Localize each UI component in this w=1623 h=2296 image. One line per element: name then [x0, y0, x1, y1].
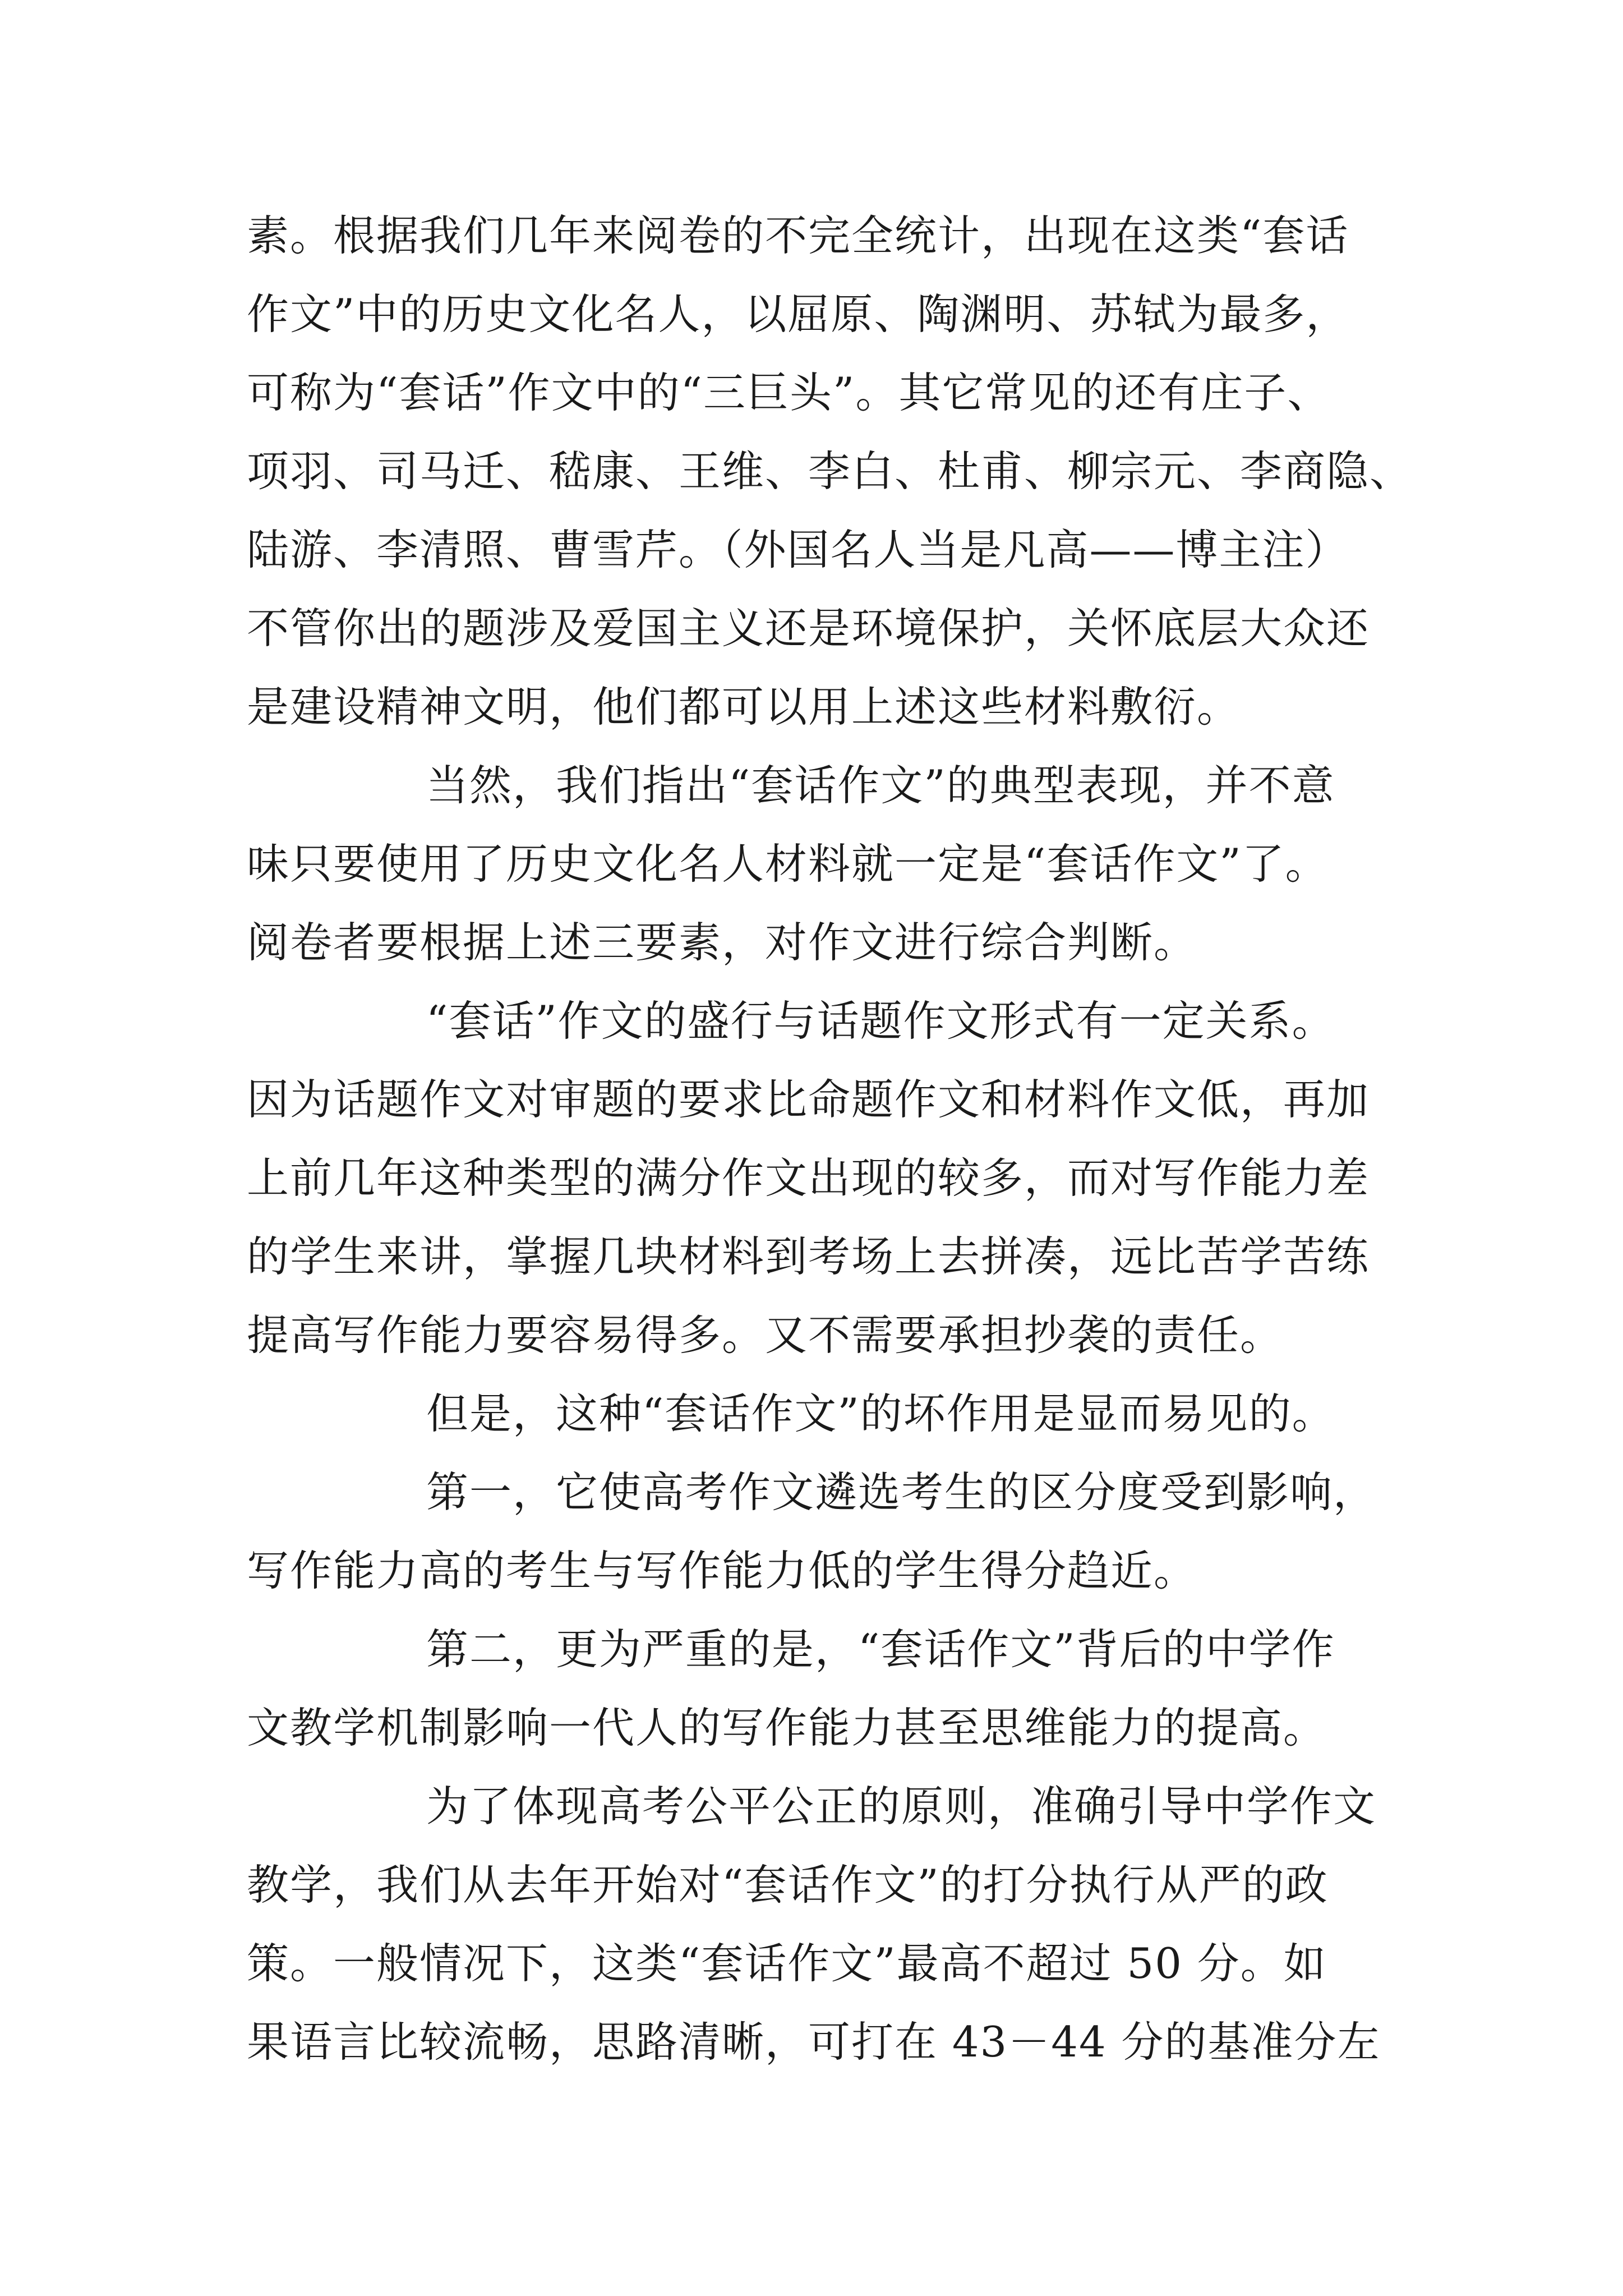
- text-line: “套话”作文的盛行与话题作文形式有一定关系。: [426, 996, 1335, 1046]
- text-line: 陆游、李清照、曹雪芹。（外国名人当是凡高——博主注）: [247, 525, 1349, 574]
- document-body: [247, 196, 1413, 2081]
- text-line: 上前几年这种类型的满分作文出现的较多，而对写作能力差: [247, 1153, 1370, 1203]
- text-line: 不管你出的题涉及爱国主义还是环境保护，关怀底层大众还: [247, 604, 1370, 653]
- text-line: 第二，更为严重的是，“套话作文”背后的中学作: [426, 1625, 1335, 1674]
- text-line: 为了体现高考公平公正的原则，准确引导中学作文: [426, 1782, 1377, 1831]
- text-line: 味只要使用了历史文化名人材料就一定是“套话作文”了。: [247, 839, 1329, 889]
- text-line: 提高写作能力要容易得多。又不需要承担抄袭的责任。: [247, 1310, 1284, 1360]
- text-line: 写作能力高的考生与写作能力低的学生得分趋近。: [247, 1546, 1197, 1595]
- text-line: 果语言比较流畅，思路清晰，可打在 43－44 分的基准分左: [247, 2017, 1381, 2067]
- text-line: 可称为“套话”作文中的“三巨头”。其它常见的还有庄子、: [247, 368, 1331, 417]
- text-line: 素。根据我们几年来阅卷的不完全统计，出现在这类“套话: [247, 211, 1349, 260]
- text-line: 当然，我们指出“套话作文”的典型表现，并不意: [426, 761, 1335, 810]
- text-line: 作文”中的历史文化名人，以屈原、陶渊明、苏轼为最多，: [247, 289, 1349, 339]
- text-line: 教学，我们从去年开始对“套话作文”的打分执行从严的政: [247, 1860, 1329, 1910]
- text-line: 第一，它使高考作文遴选考生的区分度受到影响，: [426, 1467, 1377, 1517]
- text-line: 是建设精神文明，他们都可以用上述这些材料敷衍。: [247, 682, 1241, 731]
- text-line: 策。一般情况下，这类“套话作文”最高不超过 50 分。如: [247, 1939, 1327, 1988]
- text-line: 文教学机制影响一代人的写作能力甚至思维能力的提高。: [247, 1703, 1327, 1752]
- text-line: 但是，这种“套话作文”的坏作用是显而易见的。: [426, 1389, 1335, 1438]
- text-line: 项羽、司马迁、嵇康、王维、李白、杜甫、柳宗元、李商隐、: [247, 447, 1413, 496]
- text-line: 阅卷者要根据上述三要素，对作文进行综合判断。: [247, 918, 1197, 967]
- text-line: 的学生来讲，掌握几块材料到考场上去拼凑，远比苦学苦练: [247, 1232, 1370, 1281]
- text-line: 因为话题作文对审题的要求比命题作文和材料作文低，再加: [247, 1075, 1370, 1124]
